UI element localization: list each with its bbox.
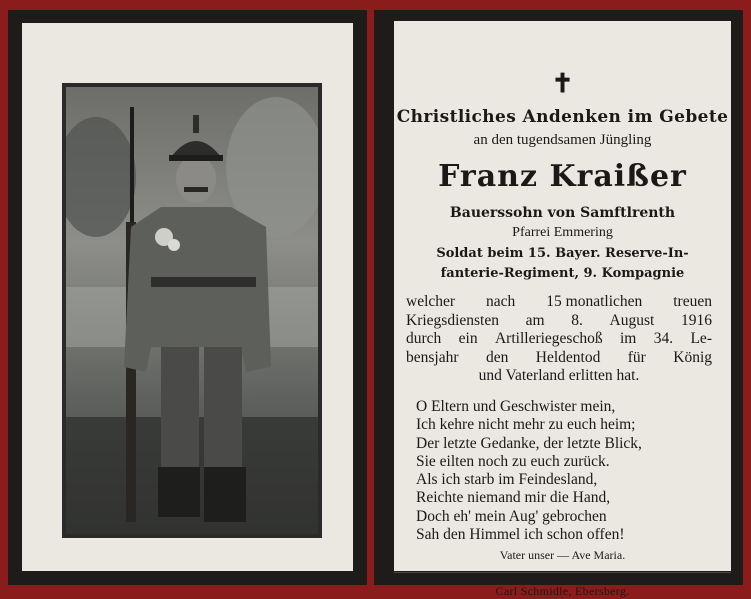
subheading: an den tugendsamen Jüngling — [473, 132, 652, 148]
heading: Christliches Andenken im Gebete — [396, 107, 729, 127]
soldier-line-2: fanterie-Regiment, 9. Kompagnie — [440, 266, 685, 281]
text-card-paper — [394, 21, 731, 598]
photo-card-paper — [22, 23, 353, 571]
text-card — [374, 10, 743, 598]
parish-line: Pfarrei Emmering — [512, 225, 613, 240]
soldier-photo — [66, 87, 318, 534]
printer-line: Carl Schmidle, Ebersberg. — [495, 584, 630, 598]
deceased-name: Franz Kraißer — [438, 159, 687, 194]
photo-frame — [62, 83, 322, 538]
poem — [416, 398, 642, 544]
memorial-text — [394, 21, 731, 598]
son-of-line: Bauerssohn von Samftlrenth — [449, 205, 676, 221]
paragraph-line: und Vaterland erlitten hat. — [478, 367, 640, 384]
poem-line: Reichte niemand mir die Hand, — [416, 489, 611, 507]
cross-icon: ✝ — [551, 69, 574, 99]
poem-line: Ich kehre nicht mehr zu euch heim; — [416, 416, 636, 434]
paragraph-line: welcher nach 15 monatlichen treuen — [406, 293, 712, 310]
soldier-line-1: Soldat beim 15. Bayer. Reserve-In- — [436, 246, 689, 261]
poem-line: Als ich starb im Feindesland, — [416, 471, 598, 489]
prayer-line: Vater unser — Ave Maria. — [499, 548, 626, 562]
divider — [394, 572, 731, 573]
death-paragraph — [406, 293, 712, 386]
poem-line: O Eltern und Geschwister mein, — [416, 398, 616, 415]
paragraph-line: bensjahr den Heldentod für König — [406, 348, 712, 366]
soldier-figure — [66, 87, 318, 534]
poem-line: Der letzte Gedanke, der letzte Blick, — [416, 434, 642, 452]
paragraph-line: durch ein Artilleriegeschoß im 34. Le- — [406, 330, 712, 347]
paragraph-line: Kriegsdiensten am 8. August 1916 — [406, 311, 712, 329]
poem-line: Sah den Himmel ich schon offen! — [416, 526, 625, 544]
poem-line: Doch eh' mein Aug' gebrochen — [416, 507, 607, 525]
poem-line: Sie eilten noch zu euch zurück. — [416, 452, 610, 470]
photo-card — [8, 10, 367, 585]
